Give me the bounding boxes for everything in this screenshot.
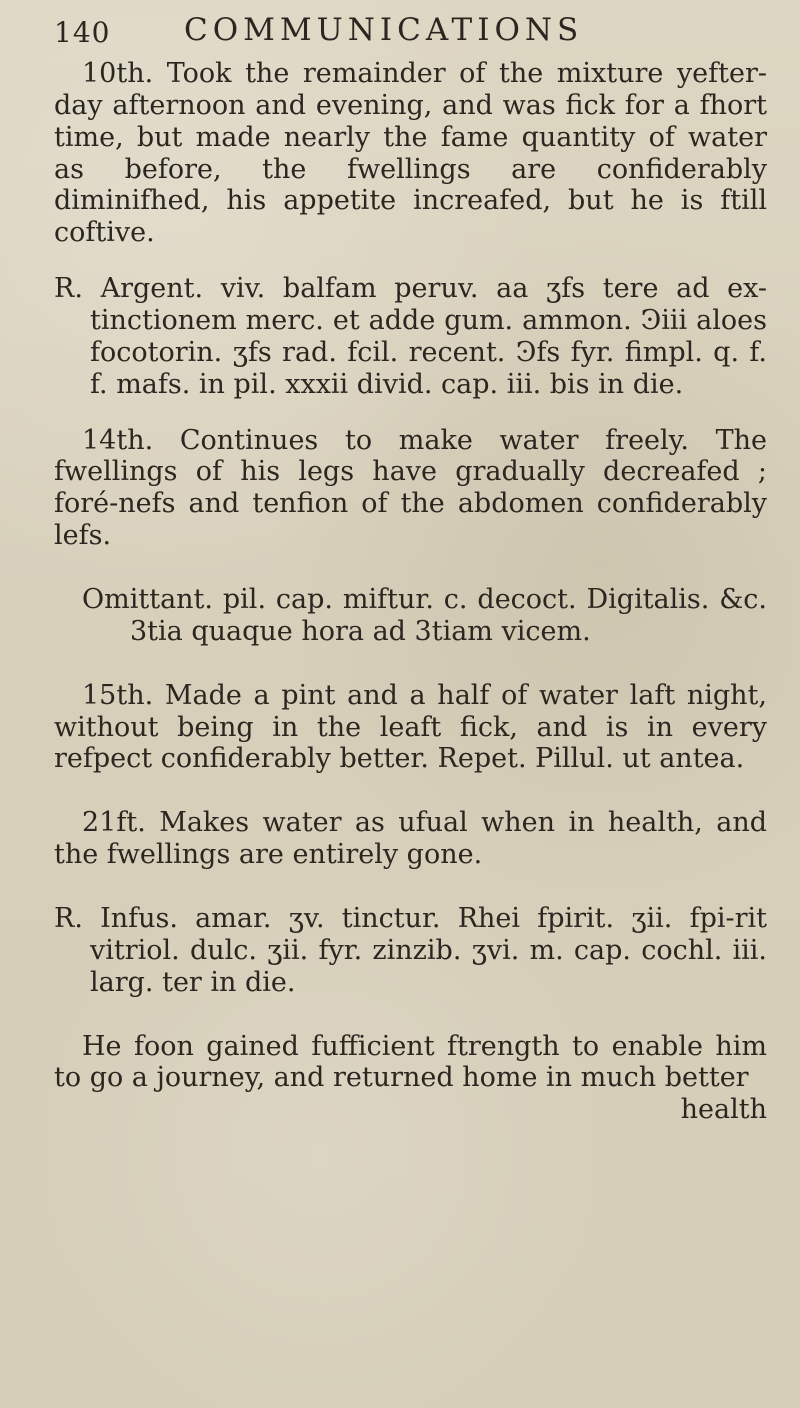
prescription-1: R. Argent. viv. balfam peruv. aa ʒfs tere ad ex-tinctionem merc. et adde gum. ammon. Ͽiii aloes focotorin. ʒfs rad. fcil. recent. Ͽfs fyr. fimpl. q. f. f. mafs. in pil. xxxii divid. cap. iii. bis in die. <box>54 273 767 400</box>
paragraph-14th: 14th. Continues to make water freely. The fwellings of his legs have gradually decreafed ; foré-nefs and tenfion of the abdomen confiderably lefs. <box>54 424 767 552</box>
prescription-3: R. Infus. amar. ʒv. tinctur. Rhei fpirit. ʒii. fpi-rit vitriol. dulc. ʒii. fyr. zinzib. ʒvi. m. cap. cochl. iii. larg. ter in die. <box>54 903 767 998</box>
paragraph-21st: 21ft. Makes water as ufual when in health, and the fwellings are entirely gone. <box>54 807 767 871</box>
catchword: health <box>680 1094 767 1126</box>
body-text <box>54 58 767 1126</box>
paragraph-final: He foon gained fufficient ftrength to enable him to go a journey, and returned home in much better <box>54 1030 767 1094</box>
page-number: 140 <box>54 16 111 49</box>
page-header <box>54 8 744 50</box>
running-head: COMMUNICATIONS <box>184 12 584 48</box>
paragraph-15th: 15th. Made a pint and a half of water laft night, without being in the leaft fick, and is in every refpect confiderably better. Repet. Pillul. ut antea. <box>54 679 767 775</box>
paragraph-10th: 10th. Took the remainder of the mixture yefter-day afternoon and evening, and was fick for a fhort time, but made nearly the fame quantity of water as before, the fwellings are confiderably diminifhed, his appetite increafed, but he is ftill coftive. <box>54 58 767 249</box>
prescription-2: Omittant. pil. cap. miftur. c. decoct. Digitalis. &c. 3tia quaque hora ad 3tiam vicem. <box>82 584 767 647</box>
